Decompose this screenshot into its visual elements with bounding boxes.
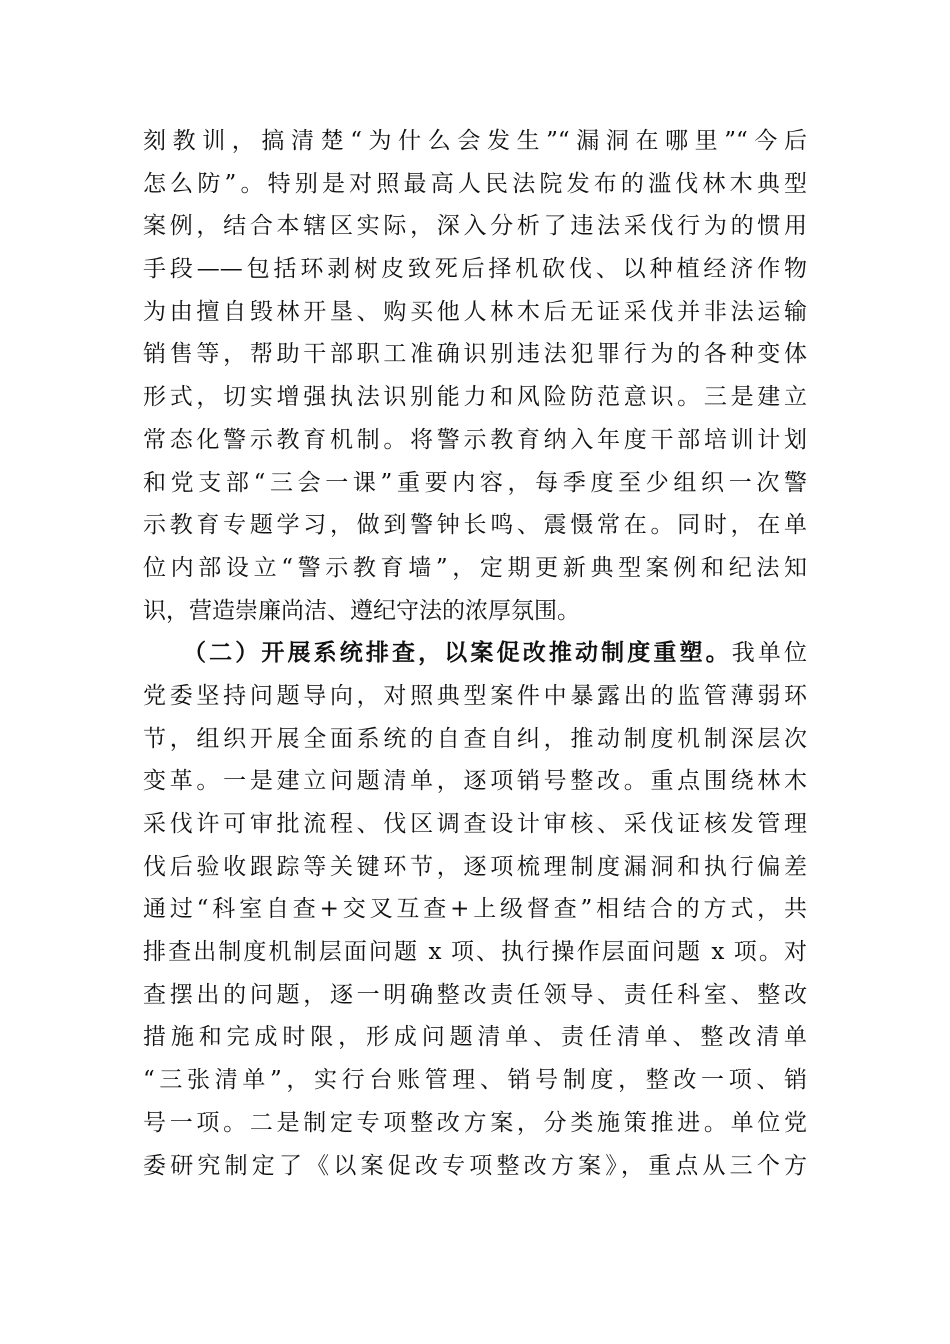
paragraph-line: 通过“科室自查+交叉互查+上级督查”相结合的方式，共 (143, 896, 807, 923)
paragraph-line: “三张清单”，实行台账管理、销号制度，整改一项、销 (143, 1067, 807, 1094)
paragraph-line: 为由擅自毁林开垦、购买他人林木后无证采伐并非法运输 (143, 298, 807, 325)
paragraph-line: 销售等，帮助干部职工准确识别违法犯罪行为的各种变体 (143, 341, 807, 368)
paragraph-line: 伐后验收跟踪等关键环节，逐项梳理制度漏洞和执行偏差 (143, 853, 807, 880)
paragraph-line: 节，组织开展全面系统的自查自纠，推动制度机制深层次 (143, 725, 807, 752)
paragraph-line: 示教育专题学习，做到警钟长鸣、震慑常在。同时，在单 (143, 512, 807, 539)
section-heading-line (143, 632, 807, 675)
paragraph-line: 委研究制定了《以案促改专项整改方案》，重点从三个方 (143, 1152, 807, 1179)
paragraph-line: 常态化警示教育机制。将警示教育纳入年度干部培训计划 (143, 426, 807, 453)
paragraph-line: 形式，切实增强执法识别能力和风险防范意识。三是建立 (143, 384, 807, 411)
paragraph-line: 刻教训，搞清楚“为什么会发生”“漏洞在哪里”“今后 (143, 128, 807, 154)
paragraph-line: 变革。一是建立问题清单，逐项销号整改。重点围绕林木 (143, 768, 807, 795)
paragraph-line: 手段——包括环剥树皮致死后择机砍伐、以种植经济作物 (143, 256, 807, 283)
paragraph-line: 和党支部“三会一课”重要内容，每季度至少组织一次警 (143, 469, 807, 496)
paragraph-line: 怎么防”。特别是对照最高人民法院发布的滥伐林木典型 (143, 170, 807, 197)
paragraph-line: 号一项。二是制定专项整改方案，分类施策推进。单位党 (143, 1109, 807, 1136)
paragraph-line: 排查出制度机制层面问题 x 项、执行操作层面问题 x 项。对 (143, 939, 807, 966)
section-heading-continuation: 我单位 (731, 640, 808, 667)
paragraph-line: 党委坚持问题导向，对照典型案件中暴露出的监管薄弱环 (143, 682, 807, 709)
paragraph-line: 识，营造崇廉尚洁、遵纪守法的浓厚氛围。 (143, 597, 580, 624)
paragraph-line: 案例，结合本辖区实际，深入分析了违法采伐行为的惯用 (143, 213, 807, 240)
section-heading: （二）开展系统排查，以案促改推动制度重塑。 (183, 640, 732, 667)
paragraph-line: 采伐许可审批流程、伐区调查设计审核、采伐证核发管理 (143, 811, 807, 837)
paragraph-line: 查摆出的问题，逐一明确整改责任领导、责任科室、整改 (143, 981, 807, 1008)
paragraph-line: 位内部设立“警示教育墙”，定期更新典型案例和纪法知 (143, 554, 807, 581)
paragraph-line: 措施和完成时限，形成问题清单、责任清单、整改清单 (143, 1024, 807, 1051)
document-body (143, 120, 807, 1187)
